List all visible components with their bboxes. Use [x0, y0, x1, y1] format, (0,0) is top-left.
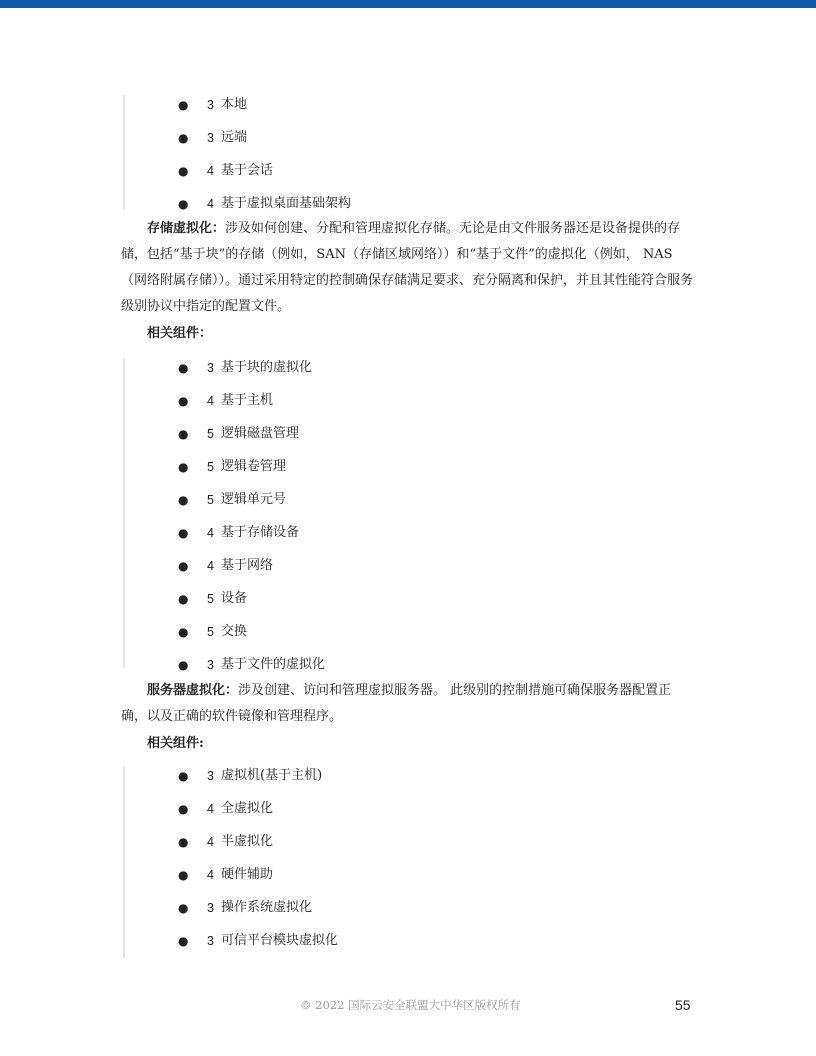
bullet-icon: ● [178, 868, 189, 882]
bullet-icon: ● [178, 802, 189, 816]
bullet-icon: ● [178, 658, 189, 672]
bullet-icon: ● [178, 460, 189, 474]
bullet-icon: ● [178, 592, 189, 606]
bullet-icon: ● [178, 98, 189, 112]
bullet-list-3: ● 3 虚拟机(基于主机) ● 4 全虚拟化 ● 4 半虚拟化 ● 4 硬件辅助 ● 3 操作系统虚拟化 ● 3 可信平台模块虚拟化 [123, 766, 125, 958]
bullet-list-1: ● 3 本地 ● 3 远端 ● 4 基于会话 ● 4 基于虚拟桌面基础架构 [123, 95, 125, 210]
bullet-icon: ● [178, 901, 189, 915]
bullet-icon: ● [178, 769, 189, 783]
storage-related-heading: 相关组件： [147, 326, 213, 341]
storage-virtualization-paragraph [121, 216, 693, 320]
server-body: 涉及创建、访问和管理虚拟服务器。 此级别的控制措施可确保服务器配置正确，以及正确的软件镜像和管理程序。 [121, 683, 672, 724]
storage-body: 涉及如何创建、分配和管理虚拟化存储。无论是由文件服务器还是设备提供的存储，包括“基于块”的存储（例如，SAN（存储区域网络））和“基于文件”的虚拟化（例如， NAS（网络附属存储））。通过采用特定的控制确保存储满足要求、充分隔离和保护，并且其性能符合服务级别协议中指定的配置文件。 [121, 221, 694, 314]
bullet-icon: ● [178, 493, 189, 507]
bullet-icon: ● [178, 361, 189, 375]
bullet-icon: ● [178, 559, 189, 573]
bullet-icon: ● [178, 934, 189, 948]
server-lead: 服务器虚拟化： [147, 683, 239, 698]
bullet-icon: ● [178, 197, 189, 211]
bullet-icon: ● [178, 835, 189, 849]
bullet-list-2: ● 3 基于块的虚拟化 ● 4 基于主机 ● 5 逻辑磁盘管理 ● 5 逻辑卷管理 ● 5 逻辑单元号 ● 4 基于存储设备 ● 4 基于网络 ● 5 设备 ● 5 交换 ● 3 基于文件的虚拟化 [123, 358, 125, 668]
footer-copyright: © 2022 国际云安全联盟大中华区版权所有 [300, 998, 521, 1012]
bullet-icon: ● [178, 131, 189, 145]
bullet-icon: ● [178, 394, 189, 408]
bullet-icon: ● [178, 427, 189, 441]
bullet-icon: ● [178, 526, 189, 540]
bullet-icon: ● [178, 625, 189, 639]
server-virtualization-paragraph [121, 678, 693, 730]
server-related-heading: 相关组件: [147, 736, 204, 751]
page-number: 55 [675, 997, 691, 1013]
storage-lead: 存储虚拟化： [147, 221, 226, 236]
bullet-icon: ● [178, 164, 189, 178]
top-accent-bar [0, 0, 816, 8]
